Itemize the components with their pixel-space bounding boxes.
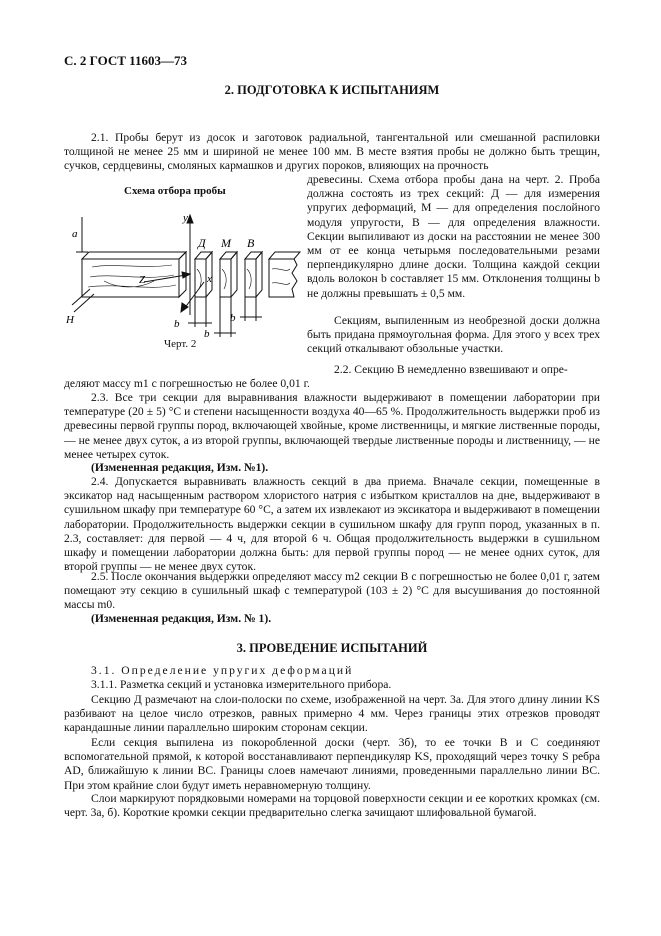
sampling-diagram — [64, 197, 304, 347]
label-b2: b — [204, 328, 210, 340]
y-axis — [187, 215, 193, 315]
section-2-title: 2. ПОДГОТОВКА К ИСПЫТАНИЯМ — [224, 83, 440, 97]
section-B — [245, 252, 262, 297]
paragraph-2-2: 2.2. Секцию В немедленно взвешивают и опре- — [334, 363, 568, 376]
paragraph-2-3: 2.3. Все три секции для выравнивания влажности выдерживают в помещении лаборатории при температуре (20 ± 5) °С и степени насыщенности воздуха 40—65 %. Продолжительность выдержки проб из древесины первой группы пород, включающей хвойные, кроме лиственницы, и мягкие лиственные породы, — не менее двух суток, а из второй группы, включающей твердые лиственные породы и лиственницу, — не менее четырех суток. — [64, 391, 600, 461]
amendment-note-2: (Измененная редакция, Изм. № 1). — [91, 612, 272, 625]
paragraph-2-1: 2.1. Пробы берут из досок и заготовок радиальной, тангентальной или смешанной распиловки толщиной не менее 25 мм и шириной не менее 100 мм. В месте взятия пробы не должно быть трещин, сучков, сердцевины, смоляных кармашков и других пороков, влияющих на прочность — [64, 131, 600, 173]
label-y: y — [183, 212, 188, 224]
dimension-a — [76, 217, 88, 252]
label-x: x — [207, 273, 212, 285]
label-H: H — [66, 314, 74, 326]
figure-caption: Черт. 2 — [164, 338, 197, 350]
paragraph-layers: Слои маркируют порядковыми номерами на торцовой поверхности секции и ее коротких кромках (см. черт. 3а, б). Короткие кромки секции предварительно слегка зачищают шлифовальной бумагой. — [64, 792, 600, 820]
paragraph-3-1: 3.1. Определение упругих деформаций — [91, 664, 354, 677]
paragraph-2-5: 2.5. После окончания выдержки определяют массу m2 секции В с погрешностью не более 0,01 г, затем помещают эту секцию в сушильный шкаф с температурой (103 ± 2) °С для высушивания до постоянной массы m0. — [64, 570, 600, 612]
paragraph-2-4: 2.4. Допускается выравнивать влажность секций в два приема. Вначале секции, помещенные в эксикатор над насыщенным раствором хлористого натрия с избытком кристаллов на дне, выдерживают в сушильном шкафу при температуре 60 °С, а затем их извлекают из эксикатора и выдерживают в помещении лаборатории. Продолжительность выдержки секции в сушильном шкафу для групп пород, указанных в п. 2.3, составляет: для первой — 4 ч, для второй 6 ч. Общая продолжительность выдержки в сушильном шкафу и помещении лаборатории должна быть: для первой группы пород — не менее одних суток, для второй группы — не менее двух суток. — [64, 475, 600, 574]
paragraph-marking: Секцию Д размечают на слои-полоски по схеме, изображенной на черт. 3а. Для этого длину линии KS разбивают на целое число отрезков, равных примерно 4 мм. Через границы этих отрезков проводят карандашные линии параллельно широким сторонам секции. — [64, 693, 600, 735]
label-D: Д — [198, 236, 206, 250]
paragraph-2-2-cont: деляют массу m1 с погрешностью не более 0,01 г. — [64, 377, 310, 390]
section-3-title: 3. ПРОВЕДЕНИЕ ИСПЫТАНИЙ — [236, 641, 428, 655]
amendment-note-1: (Измененная редакция, Изм. №1). — [91, 461, 269, 474]
label-b3: b — [230, 312, 236, 324]
label-B: В — [247, 236, 255, 250]
paragraph-2-1-right: древесины. Схема отбора пробы дана на черт. 2. Проба должна состоять из трех секций: Д — для измерения упругих деформаций, М — для определения послойного модуля упругости, В — для определения влажности. Секции выпиливают из доски на расстоянии не менее 300 мм от ее конца четырьмя последовательными резами перпендикулярно длине доски. Толщина каждой секции вдоль волокон b составляет 15 мм. Отклонения толщины b не должны превышать ± 0,5 мм. — [307, 173, 600, 300]
dimension-H — [72, 289, 94, 312]
page-header: С. 2 ГОСТ 11603—73 — [64, 53, 187, 68]
paragraph-warped-board: Если секция выпилена из покоробленной доски (черт. 3б), то ее точки В и С соединяют вспомогательной прямой, к которой восстанавливают перпендикуляр KS, проходящий через точку S ребра AD, ближайшую к линии ВС. Границы слоев намечают линиями, проведенными параллельно линии ВС. При этом крайние слои будут иметь неравномерную толщину. — [64, 736, 600, 792]
label-M: М — [221, 236, 231, 250]
figure-sampling-scheme — [64, 185, 304, 365]
board-right — [269, 252, 300, 297]
label-a: a — [72, 228, 78, 240]
label-b1: b — [174, 318, 180, 330]
label-Z: Z — [139, 274, 146, 286]
board-left — [82, 252, 186, 297]
dimension-b — [188, 297, 262, 337]
paragraph-shape: Секциям, выпиленным из необрезной доски должна быть придана прямоугольная форма. Для этого у всех трех секций откалывают обзольные участки. — [307, 314, 600, 356]
section-M — [220, 252, 237, 297]
figure-title: Схема отбора пробы — [124, 185, 226, 197]
paragraph-3-1-1: 3.1.1. Разметка секций и установка измерительного прибора. — [91, 678, 392, 691]
